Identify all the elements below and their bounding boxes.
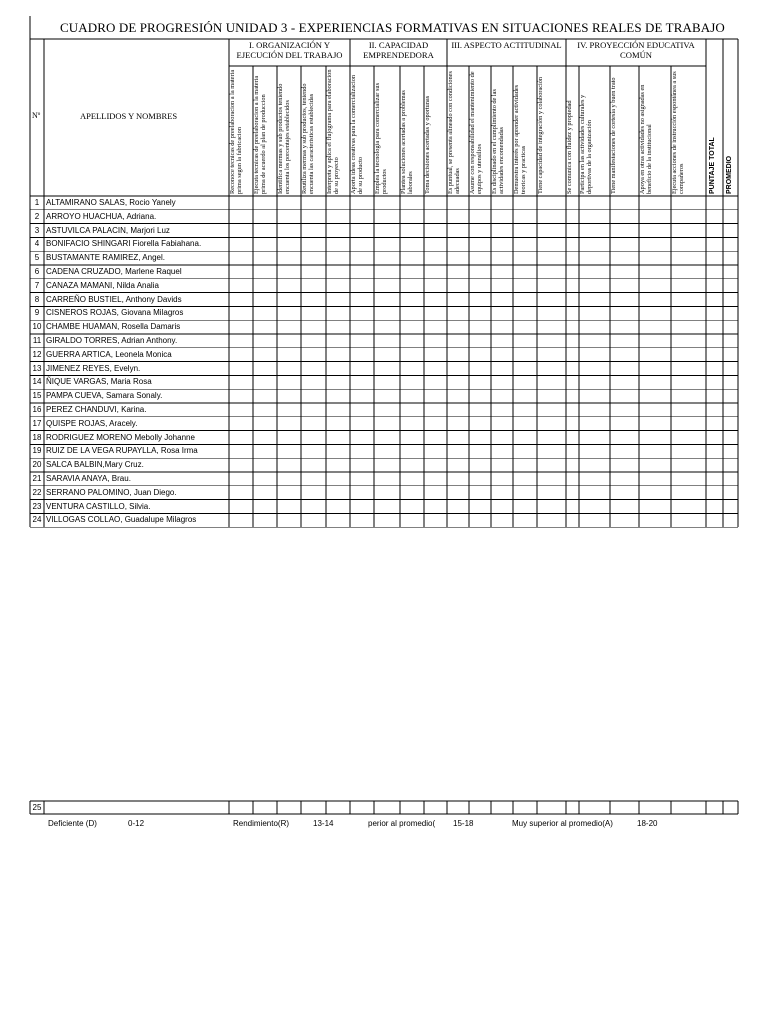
criterion-header: Ejecuta tecnicas de preelaboracion a la materia prima de acuerdo al plan de produccion <box>253 75 267 194</box>
row-number: 21 <box>32 474 42 483</box>
student-name: PAMPA CUEVA, Samara Sonaly. <box>46 391 163 401</box>
legend-range: 13-14 <box>313 819 334 828</box>
legend-label: Deficiente (D) <box>48 819 97 828</box>
row-number: 10 <box>32 322 42 332</box>
number-column-header: Nº <box>32 111 41 120</box>
student-name: ARROYO HUACHUA, Adriana. <box>46 211 157 221</box>
criterion-header: Es puntual, se presenta alineado con condiciones adecuadas <box>447 71 461 194</box>
student-name: SALCA BALBIN,Mary Cruz. <box>46 460 144 470</box>
total-score-header: PUNTAJE TOTAL <box>709 137 716 194</box>
criterion-header: Demuestra interés por aprender actividades teoricas y practicas <box>513 84 527 194</box>
criteria-group-4: IV. PROYECCIÓN EDUCATIVA COMÚN <box>577 40 695 60</box>
student-name: SERRANO PALOMINO, Juan Diego. <box>46 487 177 497</box>
row-number: 6 <box>34 267 40 276</box>
legend-label: Rendimiento(R) <box>233 819 290 828</box>
criterion-header: Emplea la tecnologia para comercializar sus productos <box>374 82 388 194</box>
average-header: PROMEDIO <box>726 155 733 194</box>
row-number: 5 <box>34 253 40 263</box>
criteria-group-3: III. ASPECTO ACTITUDINAL <box>451 40 562 50</box>
criterion-header: Interpreta y aplica el flujograma para elaboracion de su proyecto <box>326 69 340 194</box>
criterion-header: Toma decisiones acertadas y oportunas <box>424 95 431 194</box>
legend-range: 0-12 <box>128 819 145 828</box>
row-number: 18 <box>32 432 42 442</box>
criteria-group-1: I. ORGANIZACIÓN Y EJECUCIÓN DEL TRABAJO <box>236 40 343 60</box>
student-name: GUERRA ARTICA, Leonela Monica <box>46 349 172 359</box>
criterion-header: Se comunica con fluidez y propiedad <box>566 100 573 194</box>
student-name: CADENA CRUZADO, Marlene Raquel <box>46 267 182 276</box>
student-name: RUIZ DE LA VEGA RUPAYLLA, Rosa Irma <box>46 446 198 456</box>
criterion-header: Reconoce tecnicas de preelaboracion a la materia prima segun la fabricacion <box>229 69 243 194</box>
row-number: 4 <box>34 239 40 249</box>
student-name: CARREÑO BUSTIEL, Anthony Davids <box>46 294 182 304</box>
row-number: 9 <box>34 308 40 318</box>
row-number: 13 <box>32 363 42 373</box>
row-number: 19 <box>32 446 42 456</box>
criterion-header: Apoya en otras actividades no asignadas en beneficio de la institucional <box>639 84 653 194</box>
row-number: 17 <box>32 418 42 428</box>
student-name: SARAVIA ANAYA, Brau. <box>46 474 131 483</box>
row-number: 11 <box>32 336 42 345</box>
row-number: 7 <box>34 280 40 290</box>
student-name: QUISPE ROJAS, Aracely. <box>46 418 138 428</box>
row-number: 25 <box>32 803 42 812</box>
student-name: BONIFACIO SHINGARI Fiorella Fabiahana. <box>46 239 202 249</box>
student-name: ALTAMIRANO SALAS, Rocio Yanely <box>46 198 176 207</box>
row-number: 20 <box>32 460 42 470</box>
student-name: RODRIGUEZ MORENO Mebolly Johanne <box>46 432 195 442</box>
row-number: 1 <box>34 198 40 207</box>
criterion-header: Tiene manifestaciones de cortesía y buen trato <box>610 77 617 194</box>
student-name: ASTUVILCA PALACIN, Marjori Luz <box>46 225 170 235</box>
legend-range: 15-18 <box>453 819 474 828</box>
row-number: 16 <box>32 405 42 414</box>
criterion-header: Asume con responsabilidad el mantenimiento de equipos y utensilios <box>469 71 483 194</box>
criteria-group-2: II. CAPACIDAD EMPRENDEDORA <box>363 40 434 60</box>
legend-range: 18-20 <box>637 819 658 828</box>
criterion-header: Tiene capacidad de integración y colaboración <box>537 76 544 194</box>
student-name: VILLOGAS COLLAO, Guadalupe Milagros <box>46 515 197 525</box>
row-number: 8 <box>34 294 40 304</box>
student-name: BUSTAMANTE RAMIREZ, Angel. <box>46 253 165 263</box>
legend-label: Muy superior al promedio(A) <box>512 819 613 828</box>
student-name: CHAMBE HUAMAN, Rosella Damaris <box>46 322 181 332</box>
row-number: 12 <box>32 349 42 359</box>
student-name: CANAZA MAMANI, Nilda Analia <box>46 280 159 290</box>
student-name: ÑIQUE VARGAS, Maria Rosa <box>46 377 152 387</box>
row-number: 3 <box>34 225 40 235</box>
row-number: 14 <box>32 377 42 387</box>
legend-label: perior al promedio( <box>368 819 436 828</box>
criterion-header: Aporta ideas creativas para la comercializacion de su producto <box>350 74 364 194</box>
row-number: 22 <box>32 487 42 497</box>
student-name: GIRALDO TORRES, Adrian Anthony. <box>46 336 178 345</box>
row-number: 24 <box>32 515 42 525</box>
student-name: VENTURA CASTILLO, Silvia. <box>46 501 151 511</box>
student-name: PEREZ CHANDUVI, Karina. <box>46 405 147 414</box>
student-name: JIMENEZ REYES, Evelyn. <box>46 363 141 373</box>
criterion-header: Participa en las actividades culturales y deportivas de la organización <box>579 94 593 194</box>
criterion-header: Plantea soluciones acertadas a problemas laborales <box>400 90 414 194</box>
names-column-header: APELLIDOS Y NOMBRES <box>80 111 178 121</box>
row-number: 15 <box>32 391 42 401</box>
criterion-header: Identifica mermas y sub productos teniendo encuenta los porcentajes establecidos <box>277 83 291 194</box>
row-number: 2 <box>34 211 40 221</box>
sheet-title: CUADRO DE PROGRESIÓN UNIDAD 3 - EXPERIENCIAS FORMATIVAS EN SITUACIONES REALES DE TRABAJO <box>60 20 725 35</box>
criterion-header: Ejecuta acciones de instrucción espontánea a sus compañeros <box>671 71 685 194</box>
criterion-header: Es disciplinado en el cumplimiento de las actividades encomendadas <box>491 89 505 194</box>
criterion-header: Reutiliza mermas y sub productos, teniendo encuenta las caracteristicas establecidas <box>301 83 315 194</box>
row-number: 23 <box>32 501 42 511</box>
student-name: CISNEROS ROJAS, Giovana Milagros <box>46 308 184 318</box>
